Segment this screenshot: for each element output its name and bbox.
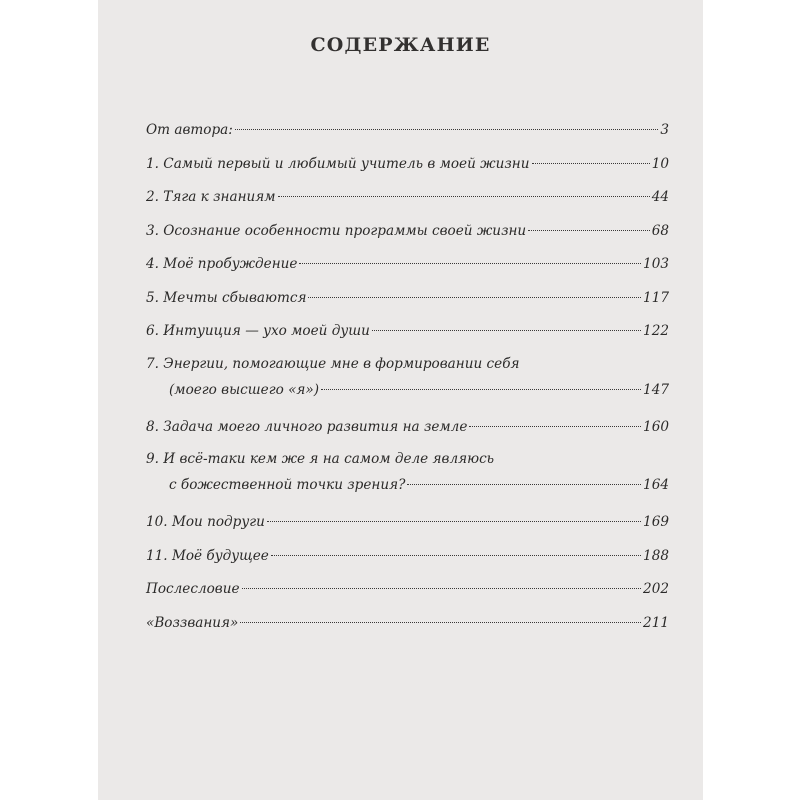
dot-leader <box>372 330 641 331</box>
toc-entry-appeals <box>146 607 669 641</box>
toc-page-number: 169 <box>643 514 669 530</box>
toc-entry-8 <box>146 411 669 445</box>
toc-entry-title: От автора: <box>146 122 233 138</box>
toc-entry-title: 6. Интуиция — ухо моей души <box>146 323 370 339</box>
toc-page-number: 147 <box>643 381 669 398</box>
dot-leader <box>271 555 641 556</box>
toc-entry-title: 10. Мои подруги <box>146 514 265 530</box>
dot-leader <box>299 263 641 264</box>
toc-page-number: 160 <box>643 418 669 435</box>
toc-page-number: 103 <box>643 256 669 272</box>
dot-leader <box>321 389 641 390</box>
toc-entry-title: 1. Самый первый и любимый учитель в моей жизни <box>146 155 530 172</box>
toc-entry-title: 9. И всё-таки кем же я на самом деле являюсь <box>146 451 495 467</box>
toc-entry-title: 11. Моё будущее <box>146 547 269 564</box>
toc-entry-1 <box>146 148 669 182</box>
toc-page-number: 188 <box>643 547 669 564</box>
toc-page-number: 68 <box>651 222 669 239</box>
dot-leader <box>528 230 650 231</box>
toc-entry-title: 5. Мечты сбываются <box>146 289 307 306</box>
toc-entry-4 <box>146 248 669 282</box>
dot-leader <box>240 622 641 623</box>
dot-leader <box>278 196 650 197</box>
toc-page-number: 44 <box>651 189 669 205</box>
dot-leader <box>407 484 641 485</box>
toc-entry-6 <box>146 315 669 349</box>
toc-entry-title-continued: с божественной точки зрения? <box>169 477 406 493</box>
toc-entry-9 <box>146 448 669 500</box>
toc-entry-title: 7. Энергии, помогающие мне в формировании себя <box>146 355 520 372</box>
toc-entry-7 <box>146 353 669 405</box>
table-of-contents <box>146 114 669 640</box>
toc-entry-author <box>146 114 669 148</box>
toc-entry-afterword <box>146 573 669 607</box>
dot-leader <box>235 129 659 130</box>
toc-entry-title-continued: (моего высшего «я») <box>169 381 320 398</box>
toc-entry-title: «Воззвания» <box>146 614 239 631</box>
toc-page-number: 117 <box>643 289 669 306</box>
dot-leader <box>242 588 642 589</box>
toc-entry-title: 3. Осознание особенности программы своей жизни <box>146 222 527 239</box>
toc-entry-11 <box>146 540 669 574</box>
toc-entry-5 <box>146 282 669 316</box>
toc-entry-title: 2. Тяга к знаниям <box>146 189 276 205</box>
toc-entry-3 <box>146 215 669 249</box>
toc-page-number: 202 <box>643 581 669 597</box>
toc-entry-title: 8. Задача моего личного развития на земле <box>146 418 468 435</box>
toc-entry-title: Послесловие <box>146 581 240 597</box>
toc-page-number: 211 <box>643 614 669 631</box>
book-page <box>98 0 703 800</box>
toc-page-number: 3 <box>660 122 669 138</box>
toc-page-number: 164 <box>643 477 669 493</box>
dot-leader <box>267 521 641 522</box>
dot-leader <box>532 163 650 164</box>
dot-leader <box>469 426 641 427</box>
toc-entry-10 <box>146 506 669 540</box>
page-title: СОДЕРЖАНИЕ <box>310 34 491 56</box>
toc-entry-title: 4. Моё пробуждение <box>146 256 298 272</box>
toc-page-number: 122 <box>643 323 669 339</box>
dot-leader <box>308 297 641 298</box>
toc-page-number: 10 <box>651 155 669 172</box>
toc-entry-2 <box>146 181 669 215</box>
